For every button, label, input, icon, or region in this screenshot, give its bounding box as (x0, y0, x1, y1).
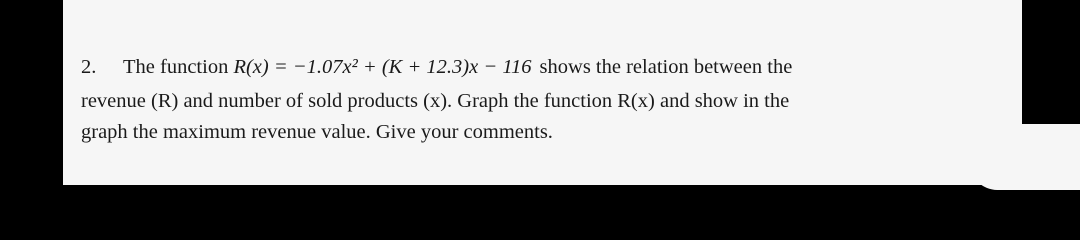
line1-intro-text: The function (123, 56, 234, 78)
problem-line-2: revenue (R) and number of sold products (x). Graph the function R(x) and show in the (81, 90, 790, 112)
problem-number: 2. (81, 56, 97, 78)
revenue-equation: R(x) = −1.07x² + (K + 12.3)x − 116 (233, 56, 532, 78)
problem-line-3: graph the maximum revenue value. Give your comments. (81, 121, 553, 143)
problem-line-1 (81, 55, 792, 79)
line1-trailing-text: shows the relation between the (539, 56, 793, 78)
white-smudge (970, 124, 1080, 190)
